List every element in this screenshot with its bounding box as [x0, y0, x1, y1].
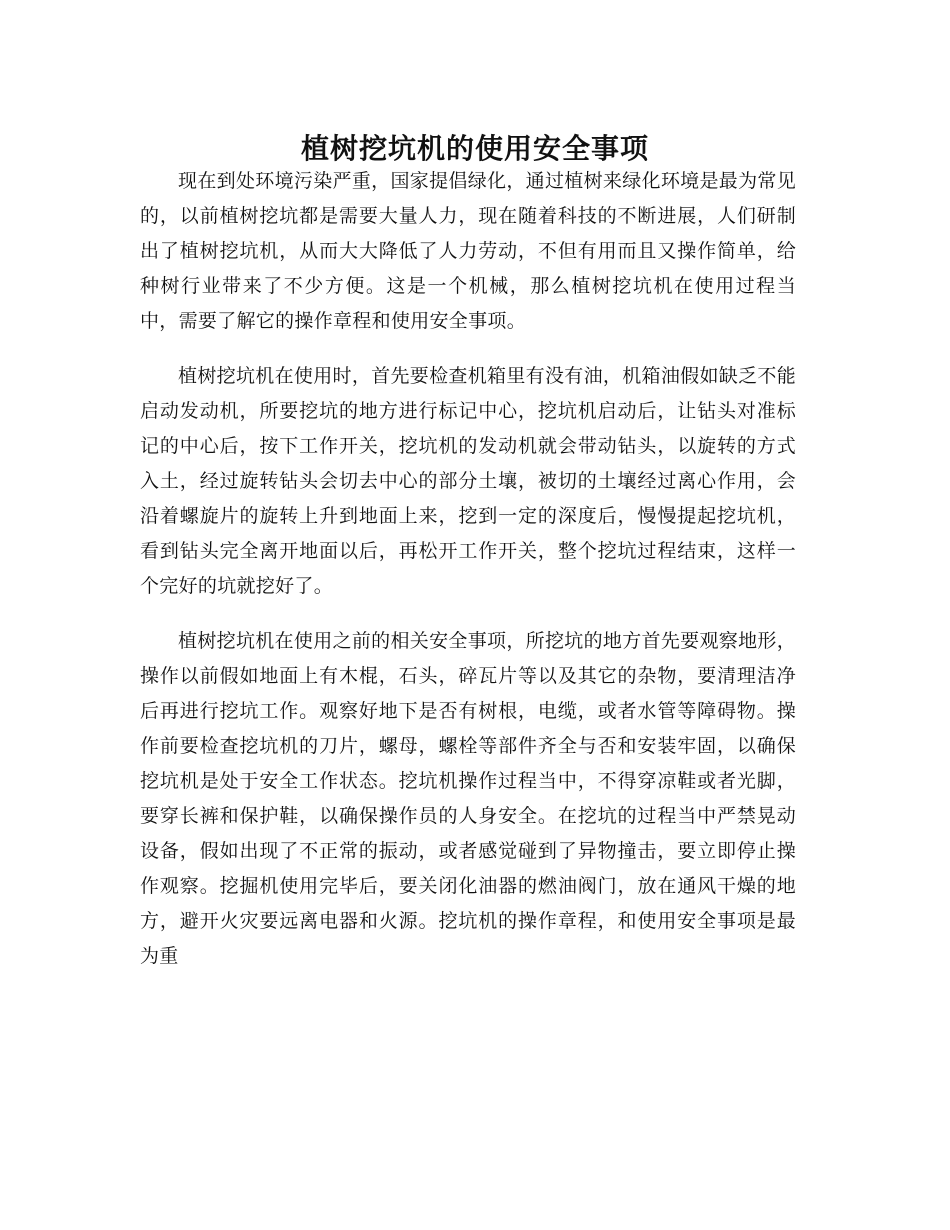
document-body [140, 164, 796, 994]
paragraph-3: 植树挖坑机在使用之前的相关安全事项，所挖坑的地方首先要观察地形，操作以前假如地面上有木棍，石头，碎瓦片等以及其它的杂物，要清理洁净后再进行挖坑工作。观察好地下是否有树根，电缆，或者水管等障碍物。操作前要检查挖坑机的刀片，螺母，螺栓等部件齐全与否和安装牢固，以确保挖坑机是处于安全工作状态。挖坑机操作过程当中，不得穿凉鞋或者光脚，要穿长裤和保护鞋，以确保操作员的人身安全。在挖坑的过程当中严禁晃动设备，假如出现了不正常的振动，或者感觉碰到了异物撞击，要立即停止操作观察。挖掘机使用完毕后，要关闭化油器的燃油阀门，放在通风干燥的地方，避开火灾要远离电器和火源。挖坑机的操作章程，和使用安全事项是最为重 [140, 630, 796, 967]
document-title: 植树挖坑机的使用安全事项 [300, 131, 649, 165]
paragraph-1: 现在到处环境污染严重，国家提倡绿化，通过植树来绿化环境是最为常见的，以前植树挖坑都是需要大量人力，现在随着科技的不断进展，人们研制出了植树挖坑机，从而大大降低了人力劳动，不但有用而且又操作简单，给种树行业带来了不少方便。这是一个机械，那么植树挖坑机在使用过程当中，需要了解它的操作章程和使用安全事项。 [140, 170, 796, 332]
paragraph-2: 植树挖坑机在使用时，首先要检查机箱里有没有油，机箱油假如缺乏不能启动发动机，所要挖坑的地方进行标记中心，挖坑机启动后，让钻头对准标记的中心后，按下工作开关，挖坑机的发动机就会带动钻头，以旋转的方式入土，经过旋转钻头会切去中心的部分土壤，被切的土壤经过离心作用，会沿着螺旋片的旋转上升到地面上来，挖到一定的深度后，慢慢提起挖坑机，看到钻头完全离开地面以后，再松开工作开关，整个挖坑过程结束，这样一个完好的坑就挖好了。 [140, 365, 796, 597]
